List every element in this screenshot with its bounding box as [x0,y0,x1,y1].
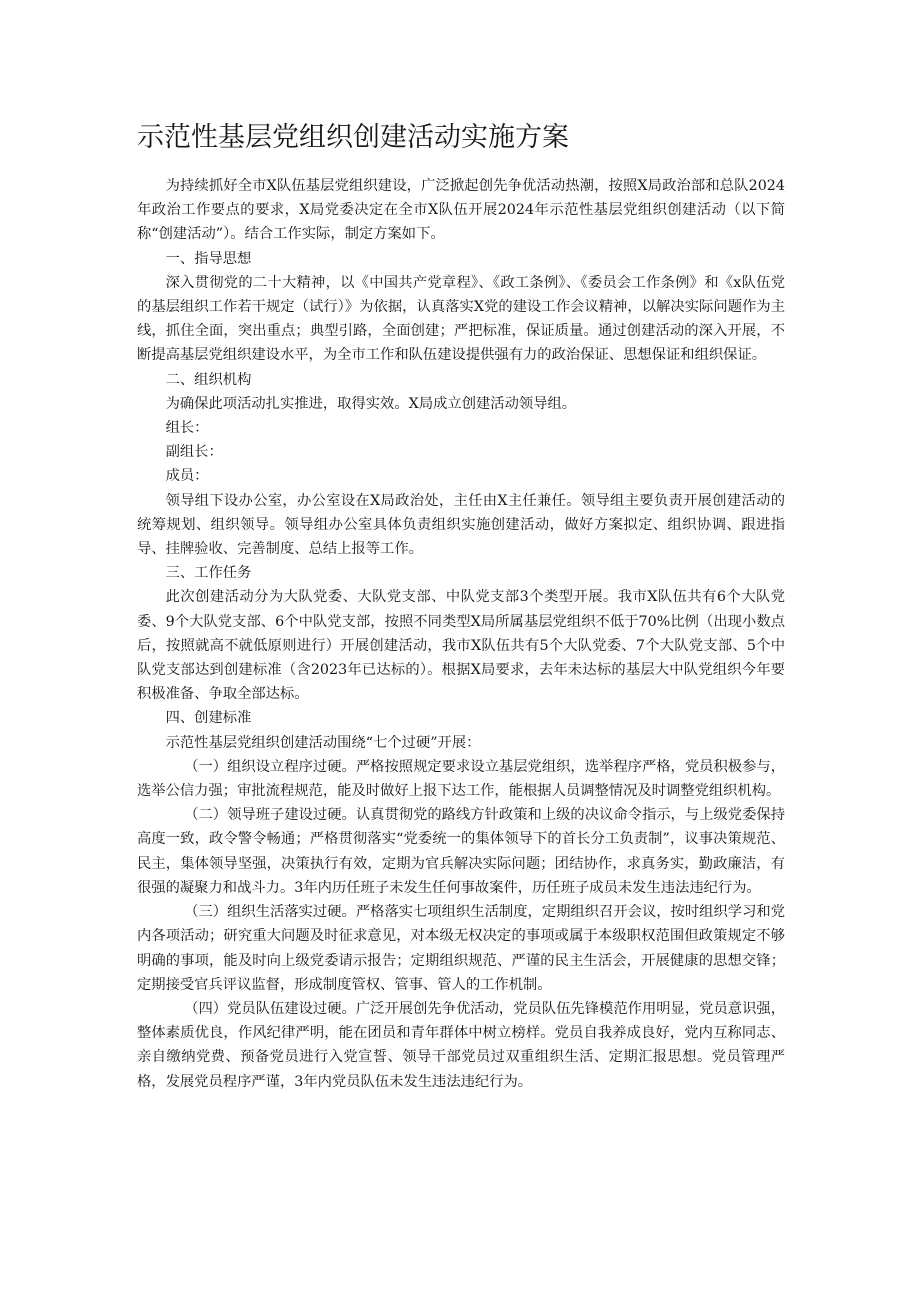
sub-item-paragraph: （一）组织设立程序过硬。严格按照规定要求设立基层党组织，选举程序严格，党员积极参与，选举公信力强；审批流程规范，能及时做好上报下达工作，能根据人员调整情况及时调整党组织机构。 [137,758,785,800]
section-heading: 三、工作任务 [165,565,252,582]
document-body [137,174,785,1094]
section-heading: 二、组织机构 [165,371,252,388]
body-paragraph: 为确保此项活动扎实推进，取得实效。X局成立创建活动领导组。 [165,395,577,412]
sub-item-paragraph: （二）领导班子建设过硬。认真贯彻党的路线方针政策和上级的决议命令指示，与上级党委保持高度一致，政令警令畅通；严格贯彻落实“党委统一的集体领导下的首长分工负责制”，议事决策规范、民主，集体领导坚强，决策执行有效，定期为官兵解决实际问题；团结协作，求真务实，勤政廉洁，有很强的凝聚力和战斗力。3年内历任班子未发生任何事故案件，历任班子成员未发生违法违纪行为。 [137,807,785,896]
section-heading: 一、指导思想 [165,250,252,267]
document-title: 示范性基层党组织创建活动实施方案 [137,122,569,153]
body-paragraph: 示范性基层党组织创建活动围绕“七个过硬”开展： [165,734,481,751]
body-paragraph: 深入贯彻党的二十大精神，以《中国共产党章程》、《政工条例》、《委员会工作条例》和《x队伍党的基层组织工作若干规定（试行）》为依据，认真落实X党的建设工作会议精神，以解决实际问题作为主线，抓住全面，突出重点；典型引路，全面创建；严把标准，保证质量。通过创建活动的深入开展，不断提高基层党组织建设水平，为全市工作和队伍建设提供强有力的政治保证、思想保证和组织保证。 [137,274,785,364]
body-paragraph: 组长： [165,420,209,437]
body-paragraph: 领导组下设办公室，办公室设在X局政治处，主任由X主任兼任。领导组主要负责开展创建活动的统筹规划、组织领导。领导组办公室具体负责组织实施创建活动，做好方案拟定、组织协调、跟进指导、挂牌验收、完善制度、总结上报等工作。 [137,492,785,558]
body-paragraph: 此次创建活动分为大队党委、大队党支部、中队党支部3个类型开展。我市X队伍共有6个大队党委、9个大队党支部、6个中队党支部，按照不同类型X局所属基层党组织不低于70%比例（出现小数点后，按照就高不就低原则进行）开展创建活动，我市X队伍共有5个大队党委、7个大队党支部、5个中队党支部达到创建标准（含2023年已达标的）。根据X局要求，去年未达标的基层大中队党组织今年要积极准备、争取全部达标。 [137,589,785,703]
body-paragraph: 为持续抓好全市X队伍基层党组织建设，广泛掀起创先争优活动热潮，按照X局政治部和总队2024年政治工作要点的要求，X局党委决定在全市X队伍开展2024年示范性基层党组织创建活动（以下简称“创建活动”）。结合工作实际，制定方案如下。 [137,178,785,243]
section-heading: 四、创建标准 [165,710,252,727]
sub-item-paragraph: （四）党员队伍建设过硬。广泛开展创先争优活动，党员队伍先锋模范作用明显，党员意识强，整体素质优良，作风纪律严明，能在团员和青年群体中树立榜样。党员自我养成良好，党内互称同志、亲自缴纳党费、预备党员进行入党宣誓、领导干部党员过双重组织生活、定期汇报思想。党员管理严格，发展党员程序严谨，3年内党员队伍未发生违法违纪行为。 [137,1000,785,1090]
body-paragraph: 副组长： [165,444,223,461]
body-paragraph: 成员： [165,468,209,485]
sub-item-paragraph: （三）组织生活落实过硬。严格落实七项组织生活制度，定期组织召开会议，按时组织学习和党内各项活动；研究重大问题及时征求意见，对本级无权决定的事项或属于本级职权范围但政策规定不够明确的事项，能及时向上级党委请示报告；定期组织规范、严谨的民主生活会，开展健康的思想交锋；定期接受官兵评议监督，形成制度管权、管事、管人的工作机制。 [137,904,785,993]
